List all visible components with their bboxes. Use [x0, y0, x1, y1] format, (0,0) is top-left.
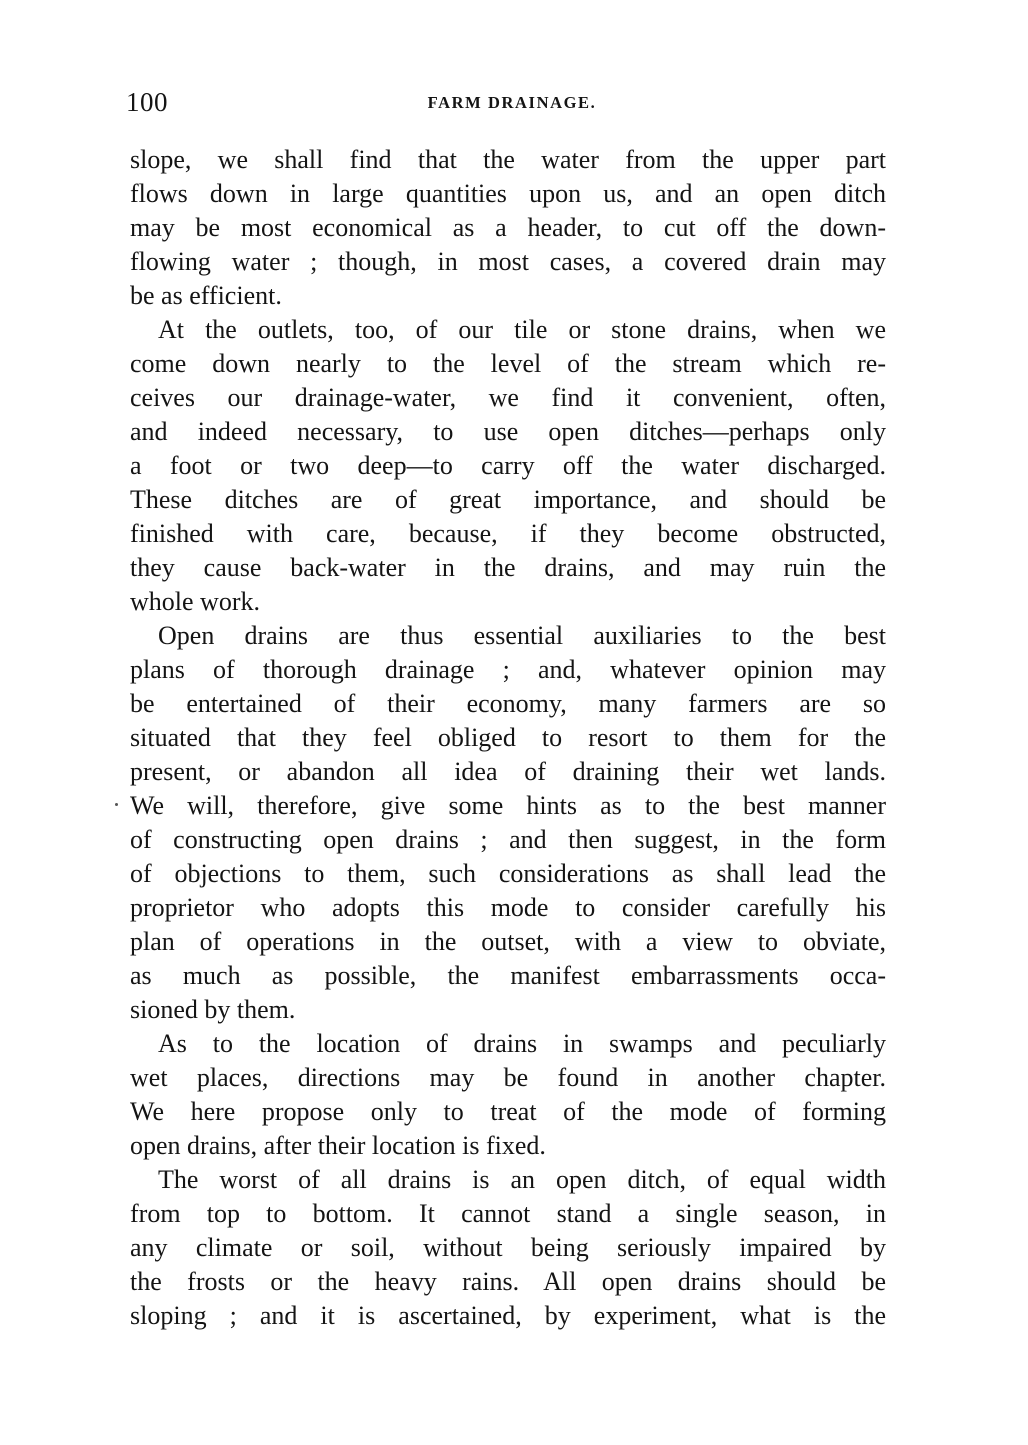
paragraph-1: [130, 143, 886, 313]
text-line: We will, therefore, give some hints as to the best manner: [130, 791, 886, 820]
text-line: sioned by them.: [130, 995, 296, 1024]
text-line: of constructing open drains ; and then suggest, in the form: [130, 825, 886, 854]
paragraph-3: [130, 619, 886, 1027]
text-line: be as efficient.: [130, 281, 282, 310]
text-line: proprietor who adopts this mode to consider carefully his: [130, 893, 886, 922]
text-line: As to the location of drains in swamps and peculiarly: [158, 1029, 886, 1058]
text-line: and indeed necessary, to use open ditches—perhaps only: [130, 417, 886, 446]
page-number: 100: [126, 87, 168, 117]
text-line: come down nearly to the level of the stream which re-: [130, 349, 886, 378]
text-line: a foot or two deep—to carry off the water discharged.: [130, 451, 886, 480]
text-line: flowing water ; though, in most cases, a covered drain may: [130, 247, 886, 276]
text-line: whole work.: [130, 587, 260, 616]
margin-speck: [115, 803, 118, 806]
running-title: FARM DRAINAGE.: [427, 93, 597, 112]
text-line: of objections to them, such considerations as shall lead the: [130, 859, 886, 888]
text-line: from top to bottom. It cannot stand a single season, in: [130, 1199, 886, 1228]
text-line: ceives our drainage-water, we find it convenient, often,: [130, 383, 886, 412]
text-line: as much as possible, the manifest embarrassments occa-: [130, 961, 886, 990]
paragraph-5: [130, 1163, 886, 1333]
body-text: [130, 143, 886, 1333]
text-line: flows down in large quantities upon us, and an open ditch: [130, 179, 886, 208]
text-line: present, or abandon all idea of draining their wet lands.: [130, 757, 886, 786]
text-line: any climate or soil, without being seriously impaired by: [130, 1233, 886, 1262]
paragraph-4: [130, 1027, 886, 1163]
text-line: plans of thorough drainage ; and, whatever opinion may: [130, 655, 886, 684]
text-line: be entertained of their economy, many farmers are so: [130, 689, 886, 718]
text-line: These ditches are of great importance, and should be: [130, 485, 886, 514]
text-line: they cause back-water in the drains, and may ruin the: [130, 553, 886, 582]
paragraph-2: [130, 313, 886, 619]
text-line: situated that they feel obliged to resort to them for the: [130, 723, 886, 752]
text-line: slope, we shall find that the water from the upper part: [130, 145, 886, 174]
text-line: wet places, directions may be found in another chapter.: [130, 1063, 886, 1092]
text-line: The worst of all drains is an open ditch, of equal width: [158, 1165, 886, 1194]
text-line: may be most economical as a header, to cut off the down-: [130, 213, 886, 242]
text-line: At the outlets, too, of our tile or stone drains, when we: [158, 315, 886, 344]
text-line: finished with care, because, if they become obstructed,: [130, 519, 886, 548]
text-line: We here propose only to treat of the mode of forming: [130, 1097, 886, 1126]
running-head: [126, 86, 886, 120]
text-line: plan of operations in the outset, with a view to obviate,: [130, 927, 886, 956]
text-line: sloping ; and it is ascertained, by experiment, what is the: [130, 1301, 886, 1330]
text-line: the frosts or the heavy rains. All open drains should be: [130, 1267, 886, 1296]
text-line: Open drains are thus essential auxiliaries to the best: [158, 621, 886, 650]
text-line: open drains, after their location is fixed.: [130, 1131, 546, 1160]
